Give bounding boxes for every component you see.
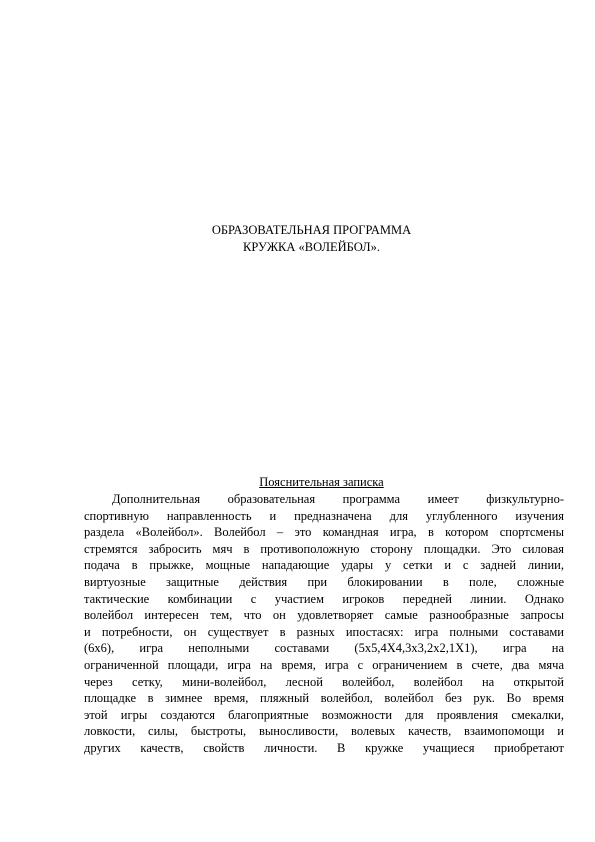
document-title	[0, 222, 595, 256]
paragraph-line: тактические комбинации с участием игроков передней линии. Однако	[84, 591, 564, 606]
paragraph-line: ловкости, силы, быстроты, выносливости, волевых качеств, взаимопомощи и	[84, 724, 564, 739]
paragraph-line: раздела «Волейбол». Волейбол – это командная игра, в котором спортсмены	[84, 525, 564, 540]
paragraph-line: подача в прыжке, мощные нападающие удары у сетки и с задней линии,	[84, 558, 564, 573]
paragraph-line: этой игры создаются благоприятные возможности для проявления смекалки,	[84, 707, 564, 722]
paragraph-line: через сетку, мини-волейбол, лесной волейбол, волейбол на открытой	[84, 674, 564, 689]
paragraph-line: ограниченной площади, игра на время, игра с ограничением в счете, два мяча	[84, 657, 564, 672]
paragraph-line: волейбол интересен тем, что он удовлетворяет самые разнообразные запросы	[84, 608, 564, 623]
paragraph-line: стремятся забросить мяч в противоположную сторону площадки. Это силовая	[84, 541, 564, 556]
title-line-1: ОБРАЗОВАТЕЛЬНАЯ ПРОГРАММА	[211, 223, 412, 237]
body-paragraph	[84, 491, 564, 757]
paragraph-line: виртуозные защитные действия при блокировании в поле, сложные	[84, 574, 564, 589]
paragraph-line: спортивную направленность и предназначена для углубленного изучения	[84, 508, 564, 523]
paragraph-line: и потребности, он существует в разных ипостасях: игра полными составами	[84, 624, 564, 639]
section-heading: Пояснительная записка	[259, 475, 384, 489]
title-line-2: КРУЖКА «ВОЛЕЙБОЛ».	[243, 240, 380, 254]
paragraph-line: площадке в зимнее время, пляжный волейбол, волейбол без рук. Во время	[84, 691, 564, 706]
paragraph-line: Дополнительная образовательная программа имеет физкультурно-	[112, 492, 564, 506]
paragraph-line: других качеств, свойств личности. В кружке учащиеся приобретают	[84, 740, 564, 755]
paragraph-line: (6х6), игра неполными составами (5х5,4Х4,3х3,2х2,1Х1), игра на	[84, 641, 564, 656]
